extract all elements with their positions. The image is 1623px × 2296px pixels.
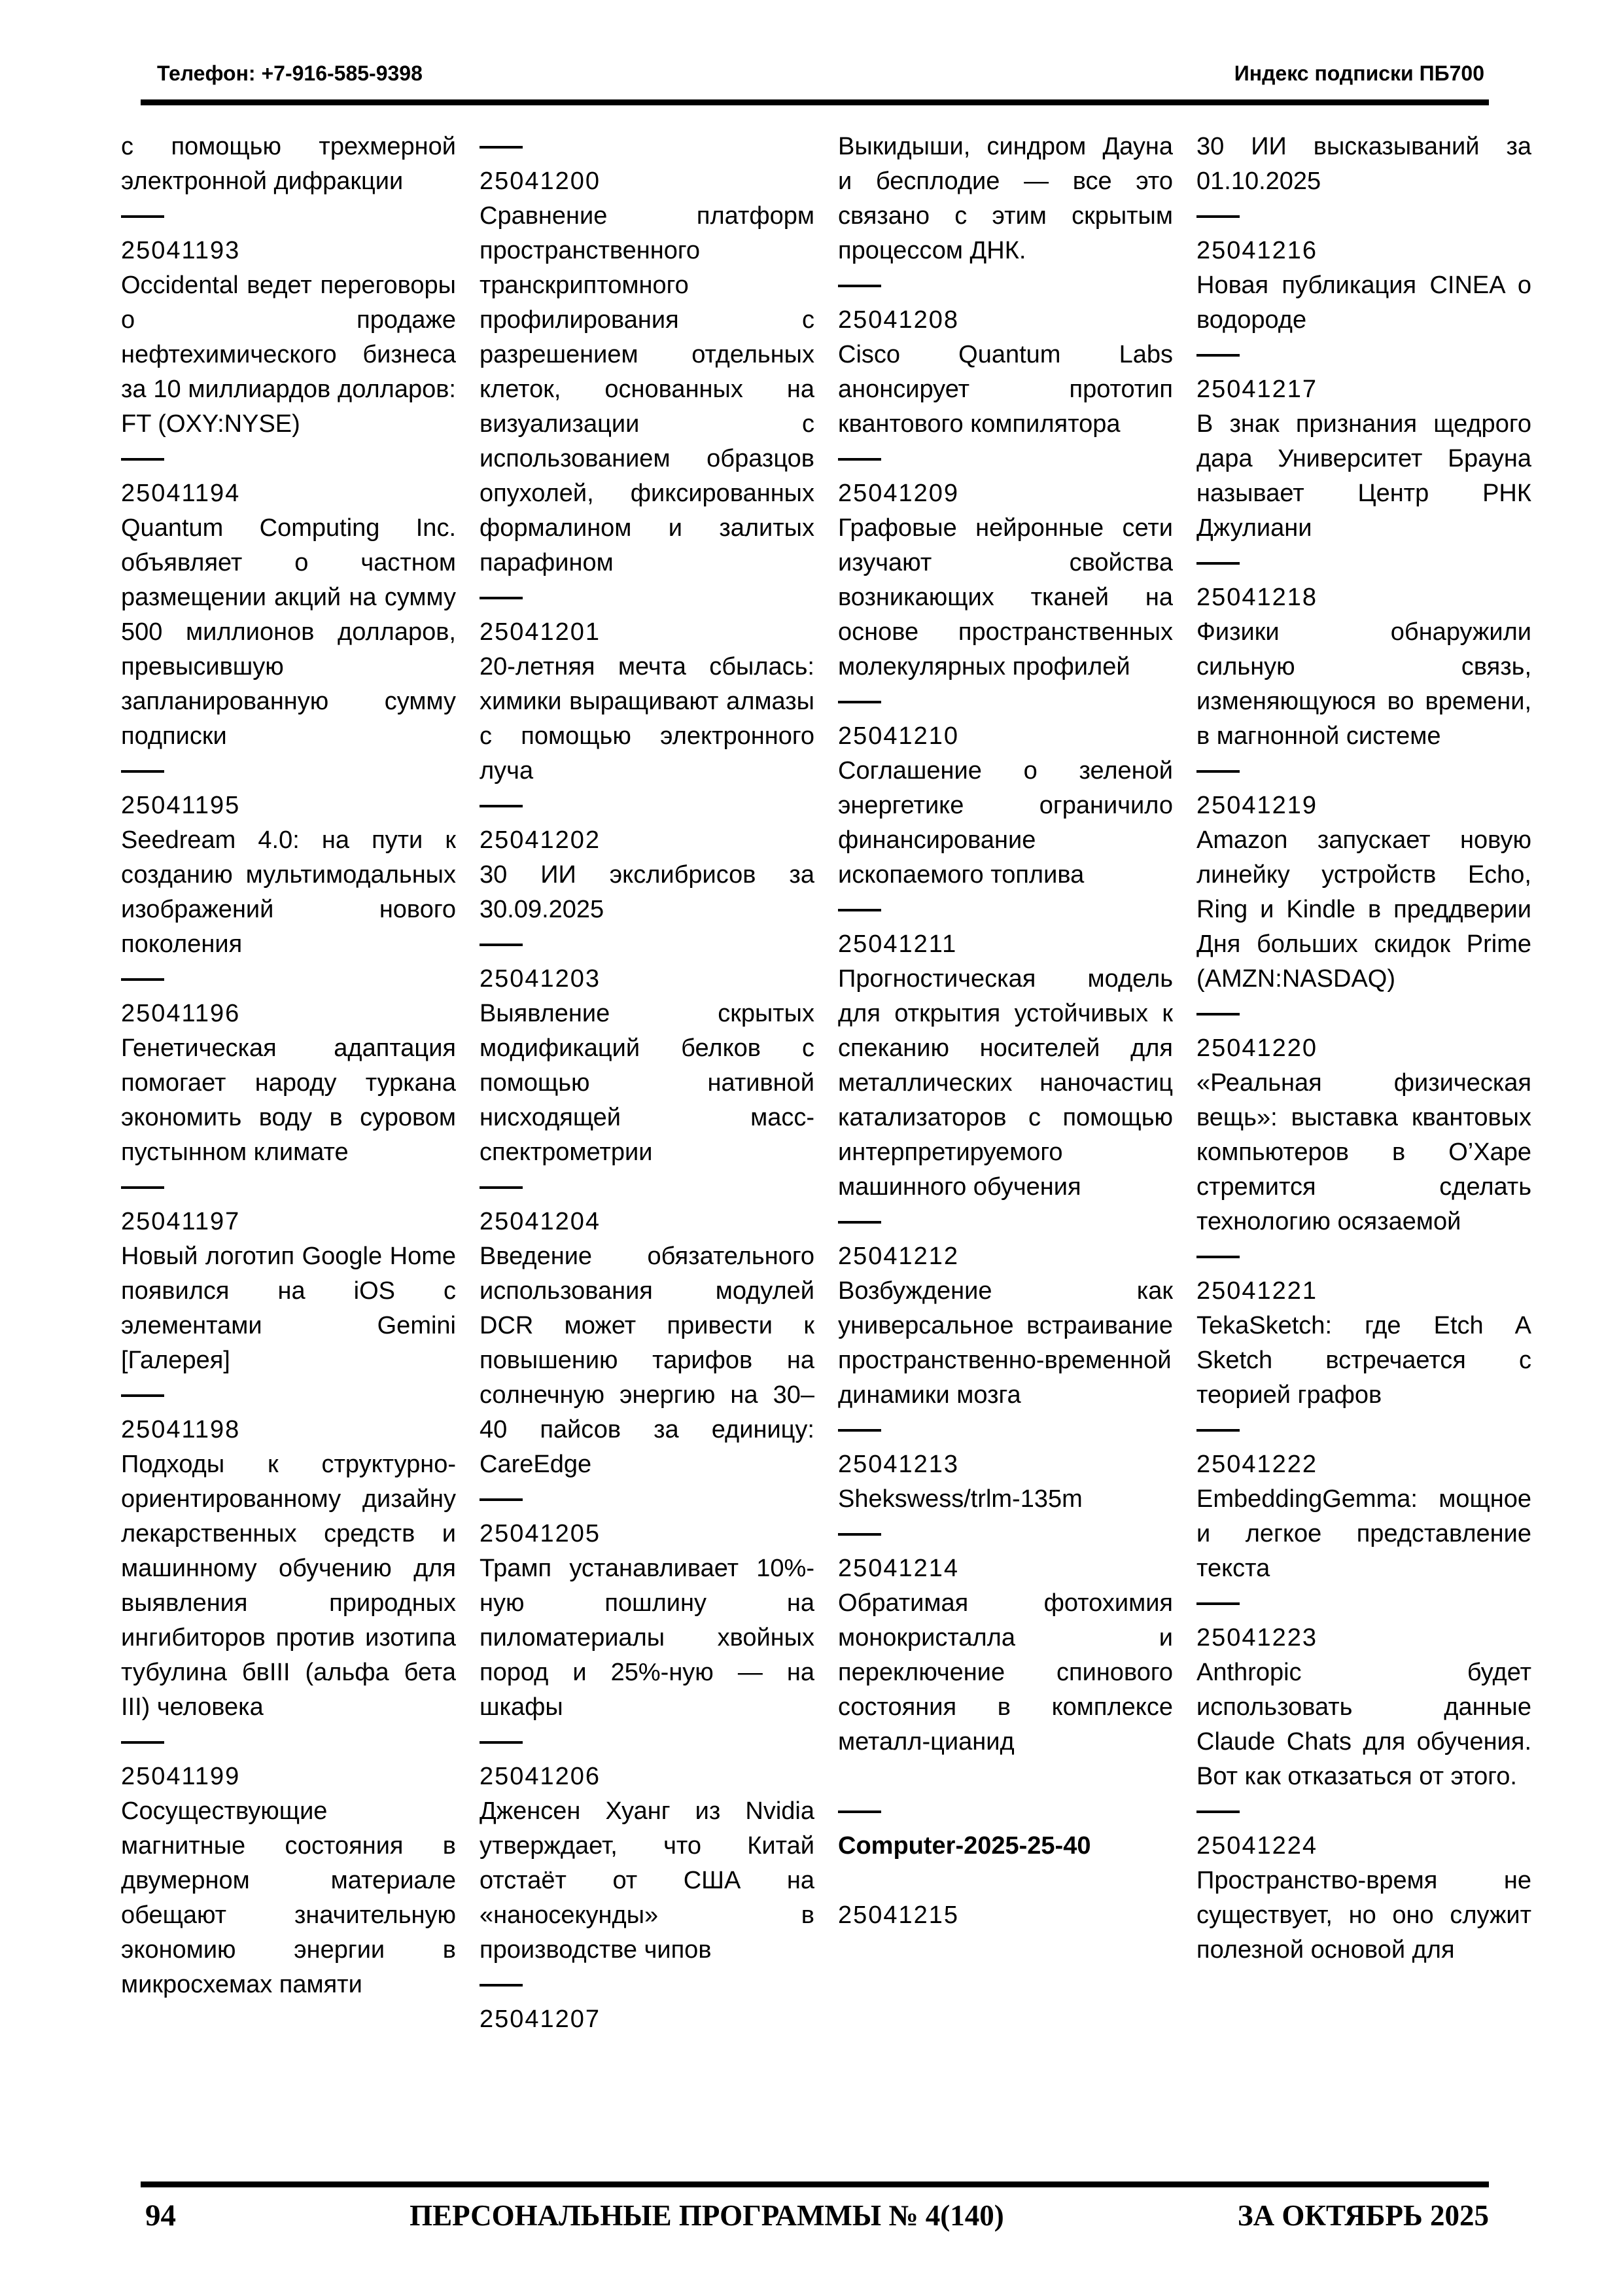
header-rule	[141, 99, 1489, 105]
entry-separator	[121, 442, 456, 476]
entry-title: Прогностическая модель для открытия устойчивых к спеканию носителей для металлических наночастиц катализаторов с помощью интерпретируемого машинного обучения	[838, 965, 1173, 1201]
page-header	[157, 62, 1484, 85]
entry-title: В знак признания щедрого дара Университет Брауна называет Центр РНК Джулиани	[1196, 410, 1531, 542]
entry-separator	[480, 927, 814, 962]
entry-separator	[1196, 1794, 1531, 1829]
column-4	[1196, 130, 1531, 2170]
entry-id: 25041196	[121, 1000, 241, 1027]
entry-separator	[480, 580, 814, 615]
entry-id: 25041217	[1196, 376, 1318, 403]
entry-id: 25041200	[480, 168, 601, 195]
entry-separator	[121, 199, 456, 234]
entry-title: TekaSketch: где Etch A Sketch встречается с теорией графов	[1196, 1312, 1531, 1409]
entry-separator	[121, 1170, 456, 1205]
entry-separator	[838, 684, 1173, 719]
entry-title: «Реальная физическая вещь»: выставка квантовых компьютеров в О’Харе стремится сделать технологию осязаемой	[1196, 1069, 1531, 1235]
entry-title: Дженсен Хуанг из Nvidia утверждает, что Китай отстаёт от США на «наносекунды» в производстве чипов	[480, 1797, 814, 1964]
entry-separator	[1196, 199, 1531, 234]
entry-separator	[121, 1725, 456, 1759]
entry-id: 25041194	[121, 480, 241, 507]
entry-title: Cisco Quantum Labs анонсирует прототип квантового компилятора	[838, 341, 1173, 438]
entry-id: 25041199	[121, 1763, 241, 1790]
entry-bold-title: Computer-2025-25-40	[838, 1832, 1091, 1860]
entry-id: 25041223	[1196, 1624, 1318, 1651]
entry-title: Соглашение о зеленой энергетике ограничило финансирование ископаемого топлива	[838, 757, 1173, 889]
entry-id: 25041211	[838, 930, 958, 958]
entry-title: Сосуществующие магнитные состояния в двумерном материале обещают значительную экономию энергии в микросхемах памяти	[121, 1797, 456, 1998]
footer-rule	[141, 2181, 1489, 2187]
column-1	[121, 130, 456, 2170]
entry-id: 25041220	[1196, 1034, 1318, 1062]
entry-id: 25041212	[838, 1243, 960, 1270]
entry-separator	[838, 1413, 1173, 1447]
entry-separator	[1196, 754, 1531, 788]
entry-title: с помощью трехмерной электронной дифракции	[121, 133, 456, 195]
entry-separator	[838, 442, 1173, 476]
entry-id: 25041208	[838, 306, 960, 334]
entry-id: 25041219	[1196, 792, 1318, 819]
entry-separator	[1196, 338, 1531, 372]
entry-id: 25041213	[838, 1451, 960, 1478]
entry-id: 25041203	[480, 965, 601, 993]
entry-title: Выявление скрытых модификаций белков с помощью нативной нисходящей масс-спектрометрии	[480, 1000, 814, 1166]
entry-title: Введение обязательного использования модулей DCR может привести к повышению тарифов на солнечную энергию на 30–40 пайсов за единицу: CareEdge	[480, 1243, 814, 1478]
page-footer	[145, 2197, 1489, 2234]
entry-title: Подходы к структурно-ориентированному дизайну лекарственных средств и машинному обучению для выявления природных ингибиторов против изотипа тубулина бвIII (альфа бета III) человека	[121, 1451, 456, 1721]
entry-id: 25041224	[1196, 1832, 1318, 1860]
entry-title: 30 ИИ высказываний за 01.10.2025	[1196, 133, 1531, 195]
header-phone: Телефон: +7-916-585-9398	[157, 62, 423, 85]
entry-title: Обратимая фотохимия монокристалла и переключение спинового состояния в комплексе металл-цианид	[838, 1589, 1173, 1756]
entry-title: Генетическая адаптация помогает народу туркана экономить воду в суровом пустынном климате	[121, 1034, 456, 1166]
entry-title: Выкидыши, синдром Дауна и бесплодие — все это связано с этим скрытым процессом ДНК.	[838, 133, 1173, 264]
entry-title: Новая публикация CINEA о водороде	[1196, 272, 1531, 334]
entry-title: Сравнение платформ пространственного транскриптомного профилирования с разрешением отдельных клеток, основанных на визуализации с использованием образцов опухолей, фиксированных формалином и залитых парафином	[480, 202, 814, 576]
entry-separator	[1196, 1586, 1531, 1621]
entry-separator	[838, 1794, 1173, 1829]
entry-id: 25041209	[838, 480, 960, 507]
entry-title: Физики обнаружили сильную связь, изменяющуюся во времени, в магнонной системе	[1196, 618, 1531, 750]
entry-title: Возбуждение как универсальное встраивание пространственно-временной динамики мозга	[838, 1277, 1173, 1409]
entry-title: 20-летняя мечта сбылась: химики выращивают алмазы с помощью электронного луча	[480, 653, 814, 785]
entry-id: 25041215	[838, 1901, 960, 1929]
entry-spacer	[838, 1759, 1173, 1794]
entry-title: Seedream 4.0: на пути к созданию мультимодальных изображений нового поколения	[121, 826, 456, 958]
entry-spacer	[838, 1863, 1173, 1898]
entry-id: 25041195	[121, 792, 241, 819]
entry-title: Пространство-время не существует, но оно служит полезной основой для	[1196, 1867, 1531, 1964]
columns	[121, 130, 1531, 2170]
entry-separator	[121, 962, 456, 997]
entry-separator	[1196, 1413, 1531, 1447]
entry-title: Anthropic будет использовать данные Claude Chats для обучения. Вот как отказаться от этого.	[1196, 1659, 1531, 1790]
entry-id: 25041198	[121, 1416, 241, 1443]
entry-separator	[480, 1968, 814, 2002]
entry-separator	[480, 1725, 814, 1759]
entry-id: 25041204	[480, 1208, 601, 1235]
entry-title: Трамп устанавливает 10%-ную пошлину на пиломатериалы хвойных пород и 25%-ную — на шкафы	[480, 1555, 814, 1721]
entry-title: 30 ИИ экслибрисов за 30.09.2025	[480, 861, 814, 923]
entry-separator	[480, 1170, 814, 1205]
entry-separator	[838, 1517, 1173, 1551]
column-2	[480, 130, 814, 2170]
entry-separator	[480, 788, 814, 823]
entry-separator	[121, 754, 456, 788]
entry-title: Amazon запускает новую линейку устройств Echo, Ring и Kindle в преддверии Дня больших скидок Prime (AMZN:NASDAQ)	[1196, 826, 1531, 993]
entry-separator	[838, 268, 1173, 303]
entry-id: 25041222	[1196, 1451, 1318, 1478]
entry-title: Новый логотип Google Home появился на iOS с элементами Gemini [Галерея]	[121, 1243, 456, 1374]
entry-title: Графовые нейронные сети изучают свойства возникающих тканей на основе пространственных молекулярных профилей	[838, 514, 1173, 680]
entry-id: 25041216	[1196, 237, 1318, 264]
entry-id: 25041205	[480, 1520, 601, 1547]
entry-id: 25041218	[1196, 584, 1318, 611]
column-3	[838, 130, 1173, 2170]
entry-separator	[1196, 1239, 1531, 1274]
entry-separator	[1196, 997, 1531, 1031]
entry-title: EmbeddingGemma: мощное и легкое представление текста	[1196, 1485, 1531, 1582]
entry-id: 25041221	[1196, 1277, 1318, 1305]
entry-id: 25041214	[838, 1555, 960, 1582]
entry-id: 25041207	[480, 2005, 601, 2033]
entry-separator	[1196, 546, 1531, 580]
entry-separator	[480, 1482, 814, 1517]
entry-separator	[838, 892, 1173, 927]
header-subscription-index: Индекс подписки ПБ700	[1234, 62, 1484, 85]
footer-period: ЗА ОКТЯБРЬ 2025	[1237, 2199, 1489, 2232]
entry-id: 25041210	[838, 722, 960, 750]
entry-separator	[838, 1205, 1173, 1239]
entry-title: Occidental ведет переговоры о продаже нефтехимического бизнеса за 10 миллиардов долларов: FT (OXY:NYSE)	[121, 272, 456, 438]
entry-id: 25041206	[480, 1763, 601, 1790]
footer-journal-title: ПЕРСОНАЛЬНЫЕ ПРОГРАММЫ № 4(140)	[410, 2199, 1004, 2232]
entry-title: Quantum Computing Inc. объявляет о частном размещении акций на сумму 500 миллионов долларов, превысившую запланированную сумму подписки	[121, 514, 456, 750]
entry-separator	[480, 130, 814, 164]
entry-title: Shekswess/trlm-135m	[838, 1485, 1083, 1513]
entry-id: 25041202	[480, 826, 601, 854]
entry-id: 25041197	[121, 1208, 241, 1235]
entry-separator	[121, 1378, 456, 1413]
footer-page-number: 94	[145, 2199, 176, 2233]
entry-id: 25041201	[480, 618, 601, 646]
entry-id: 25041193	[121, 237, 241, 264]
